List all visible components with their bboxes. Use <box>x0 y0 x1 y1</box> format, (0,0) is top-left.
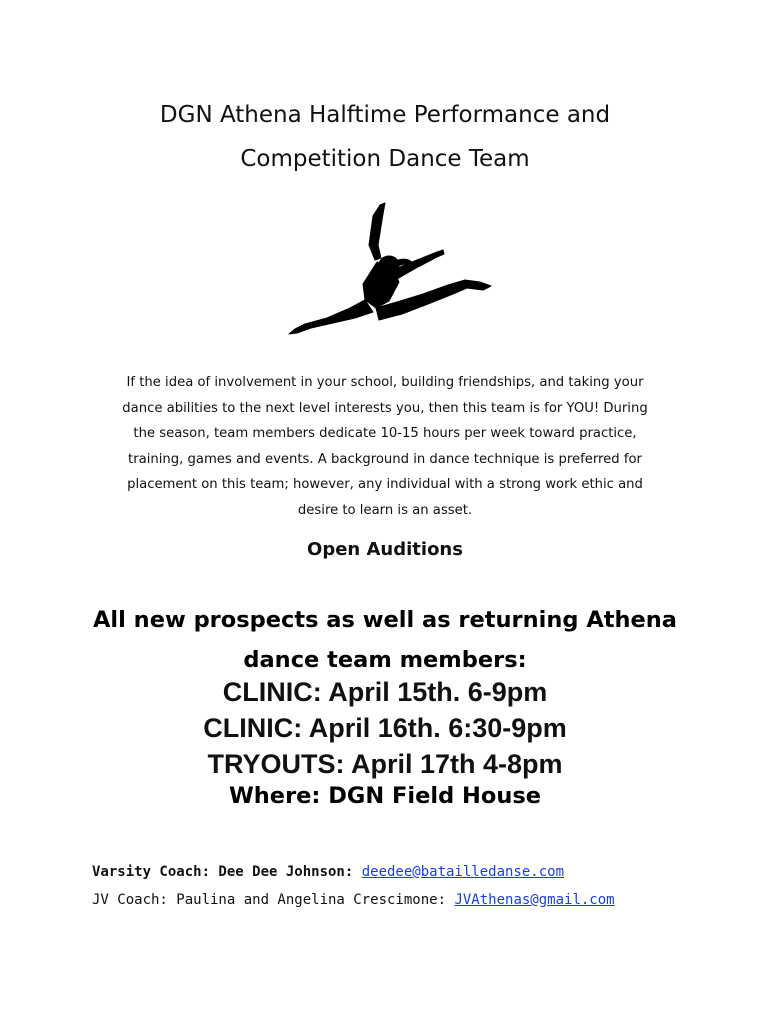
intro-line: placement on this team; however, any individual with a strong work ethic and <box>127 477 643 492</box>
jv-coach-label: JV Coach: Paulina and Angelina Crescimone: <box>92 892 455 908</box>
varsity-coach-line <box>92 858 615 886</box>
tryouts-day: TRYOUTS: April 17th 4-8pm <box>207 749 563 779</box>
varsity-coach-label: Varsity Coach: Dee Dee Johnson: <box>92 864 362 880</box>
varsity-coach-email-link[interactable]: deedee@batailledanse.com <box>361 864 565 880</box>
prospects-line-1: All new prospects as well as returning Athena <box>93 607 677 633</box>
intro-line: training, games and events. A background in dance technique is preferred for <box>128 451 642 467</box>
clinic-day-1: CLINIC: April 15th. 6-9pm <box>222 677 548 707</box>
intro-paragraph <box>90 370 680 523</box>
intro-line: desire to learn is an asset. <box>297 502 473 518</box>
title-line-2: Competition Dance Team <box>240 146 530 172</box>
coach-contacts <box>92 858 615 914</box>
page-title <box>0 93 770 181</box>
jv-coach-line <box>92 886 615 914</box>
clinic-day-2: CLINIC: April 16th. 6:30-9pm <box>203 713 567 743</box>
dancer-silhouette-icon <box>285 200 495 355</box>
open-auditions-heading: Open Auditions <box>307 539 463 560</box>
jv-coach-email-link[interactable]: JVAthenas@gmail.com <box>454 892 615 908</box>
prospects-line-2: dance team members: <box>243 647 527 673</box>
intro-line: dance abilities to the next level interests you, then this team is for YOU! During <box>122 400 648 416</box>
schedule-block <box>0 674 770 782</box>
prospects-heading <box>0 600 770 680</box>
title-line-1: DGN Athena Halftime Performance and <box>159 102 611 128</box>
location-heading: Where: DGN Field House <box>228 783 542 809</box>
intro-line: If the idea of involvement in your school, building friendships, and taking your <box>126 375 644 390</box>
intro-line: the season, team members dedicate 10-15 hours per week toward practice, <box>133 426 637 441</box>
